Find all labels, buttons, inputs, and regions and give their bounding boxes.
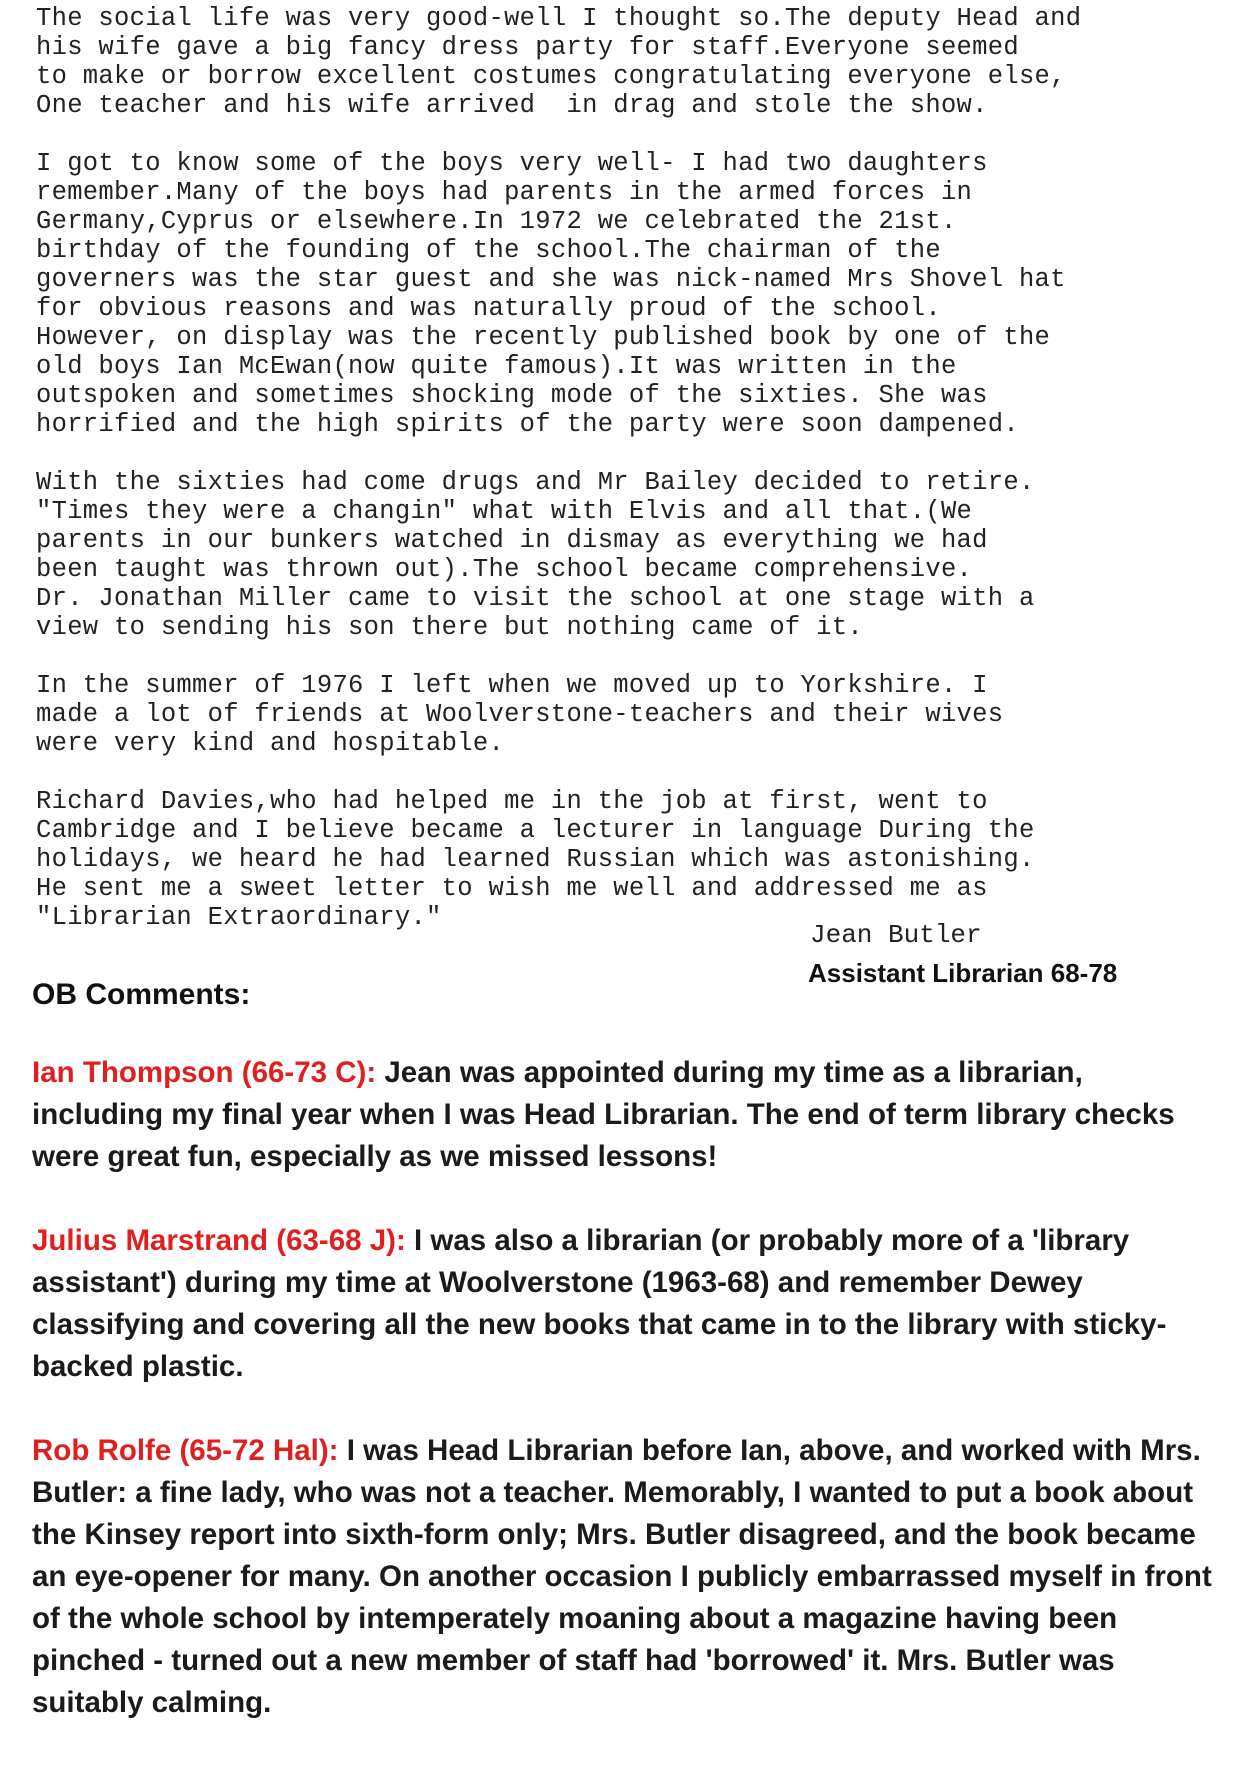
comment-3 xyxy=(32,1430,1222,1724)
signature-role: Assistant Librarian 68-78 xyxy=(808,958,1118,988)
typed-letter xyxy=(36,4,1216,961)
comments-heading: OB Comments: xyxy=(32,978,251,1011)
comment-author: Rob Rolfe (65-72 Hal): xyxy=(32,1434,339,1467)
comment-2 xyxy=(32,1220,1222,1388)
comment-1 xyxy=(32,1052,1222,1178)
comment-author: Julius Marstrand (63-68 J): xyxy=(32,1224,406,1257)
letter-paragraph-1: The social life was very good-well I thought so.The deputy Head and his wife gave a big fancy dress party for staff.Everyone seemed to make or borrow excellent costumes congratulating everyone else, One teacher and his wife arrived in drag and stole the show. xyxy=(36,4,1082,120)
comment-text: I was Head Librarian before Ian, above, and worked with Mrs. Butler: a fine lady, who was not a teacher. Memorably, I wanted to put a book about the Kinsey report into sixth-form only; Mrs. Butler disagreed, and the book became an eye-opener for many. On another occasion I publicly embarrassed myself in front of the whole school by intemperately moaning about a magazine having been pinched - turned out a new member of staff had 'borrowed' it. Mrs. Butler was suitably calming. xyxy=(32,1434,1212,1719)
letter-paragraph-3: With the sixties had come drugs and Mr Bailey decided to retire. "Times they were a changin" what with Elvis and all that.(We parents in our bunkers watched in dismay as everything we had been taught was thrown out).The school became comprehensive. Dr. Jonathan Miller came to visit the school at one stage with a view to sending his son there but nothing came of it. xyxy=(36,468,1035,642)
signature-name: Jean Butler xyxy=(810,920,982,950)
comment-text: I was also a librarian (or probably more of a 'library assistant') during my time at Woolverstone (1963-68) and remember Dewey classifying and covering all the new books that came in to the library with sticky-backed plastic. xyxy=(32,1224,1167,1383)
letter-paragraph-5: Richard Davies,who had helped me in the job at first, went to Cambridge and I believe became a lecturer in language During the holidays, we heard he had learned Russian which was astonishing. He sent me a sweet letter to wish me well and addressed me as "Librarian Extraordinary." xyxy=(36,787,1035,932)
letter-paragraph-4: In the summer of 1976 I left when we moved up to Yorkshire. I made a lot of friends at Woolverstone-teachers and their wives were very kind and hospitable. xyxy=(36,671,1004,758)
letter-paragraph-2: I got to know some of the boys very well- I had two daughters remember.Many of the boys had parents in the armed forces in Germany,Cyprus or elsewhere.In 1972 we celebrated the 21st. birthday of the founding of the school.The chairman of the governers was the star guest and she was nick-named Mrs Shovel hat for obvious reasons and was naturally proud of the school. However, on display was the recently published book by one of the old boys Ian McEwan(now quite famous).It was written in the outspoken and sometimes shocking mode of the sixties. She was horrified and the high spirits of the party were soon dampened. xyxy=(36,149,1066,439)
comment-author: Ian Thompson (66-73 C): xyxy=(32,1056,377,1089)
comments-section xyxy=(32,1052,1222,1766)
comment-text: Jean was appointed during my time as a librarian, including my final year when I was Head Librarian. The end of term library checks were great fun, especially as we missed lessons! xyxy=(32,1056,1175,1173)
